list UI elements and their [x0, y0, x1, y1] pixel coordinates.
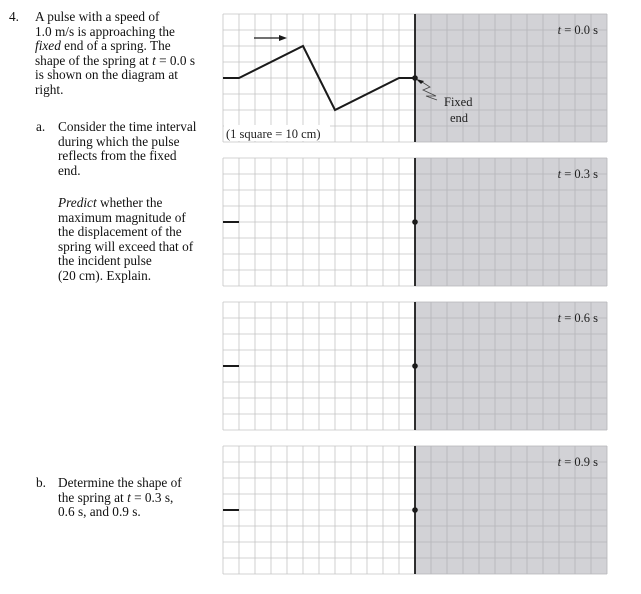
text-line: the spring at t = 0.3 s, [58, 489, 174, 505]
time-variable: t [557, 23, 562, 37]
time-variable: t [557, 455, 562, 469]
text-line: shape of the spring at t = 0.0 s [35, 52, 196, 68]
time-label [558, 167, 599, 181]
time-label [558, 311, 599, 325]
text-line: Predict whether the [58, 195, 163, 210]
text-line: end. [58, 162, 81, 178]
text-line: (20 cm). Explain. [58, 267, 152, 283]
text-line: right. [35, 81, 64, 97]
arrow-head-icon [279, 35, 287, 41]
time-variable: t [557, 311, 562, 325]
diagram-panel [223, 14, 607, 142]
text-line: is shown on the diagram at [35, 67, 178, 83]
text-line: 0.6 s, and 0.9 s. [58, 504, 141, 520]
fixed-end-point [412, 219, 418, 225]
time-value: = 0.6 s [561, 311, 598, 325]
fixed-end-point [412, 75, 418, 81]
text-line: maximum magnitude of [58, 209, 186, 225]
text-line: Determine the shape of [58, 475, 182, 490]
time-value: = 0.0 s [561, 23, 598, 37]
diagram-panel [223, 446, 607, 574]
fixed-end-point [412, 507, 418, 513]
time-value: = 0.3 s [561, 167, 598, 181]
fixed-end-label: end [450, 111, 469, 125]
time-value: = 0.9 s [561, 455, 598, 469]
fixed-end-label: Fixed [444, 95, 473, 109]
time-label [558, 455, 599, 469]
diagram-panel [223, 302, 607, 430]
text-line: the incident pulse [58, 253, 152, 269]
text-line: 1.0 m/s is approaching the [35, 23, 175, 39]
time-variable: t [557, 167, 562, 181]
text-line: reflects from the fixed [58, 148, 177, 164]
fixed-end-point [412, 363, 418, 369]
diagram-panel [223, 158, 607, 286]
question-number: 4. [9, 9, 19, 24]
part-a-label: a. [36, 119, 46, 134]
text-line: during which the pulse [58, 133, 180, 149]
time-label [558, 23, 599, 37]
text-line: the displacement of the [58, 224, 182, 240]
text-line: A pulse with a speed of [35, 9, 160, 24]
part-b-label: b. [36, 475, 46, 490]
text-line: fixed end of a spring. The [35, 38, 171, 54]
scale-note: (1 square = 10 cm) [226, 127, 321, 141]
text-line: Consider the time interval [58, 119, 197, 134]
text-line: spring will exceed that of [58, 238, 194, 254]
